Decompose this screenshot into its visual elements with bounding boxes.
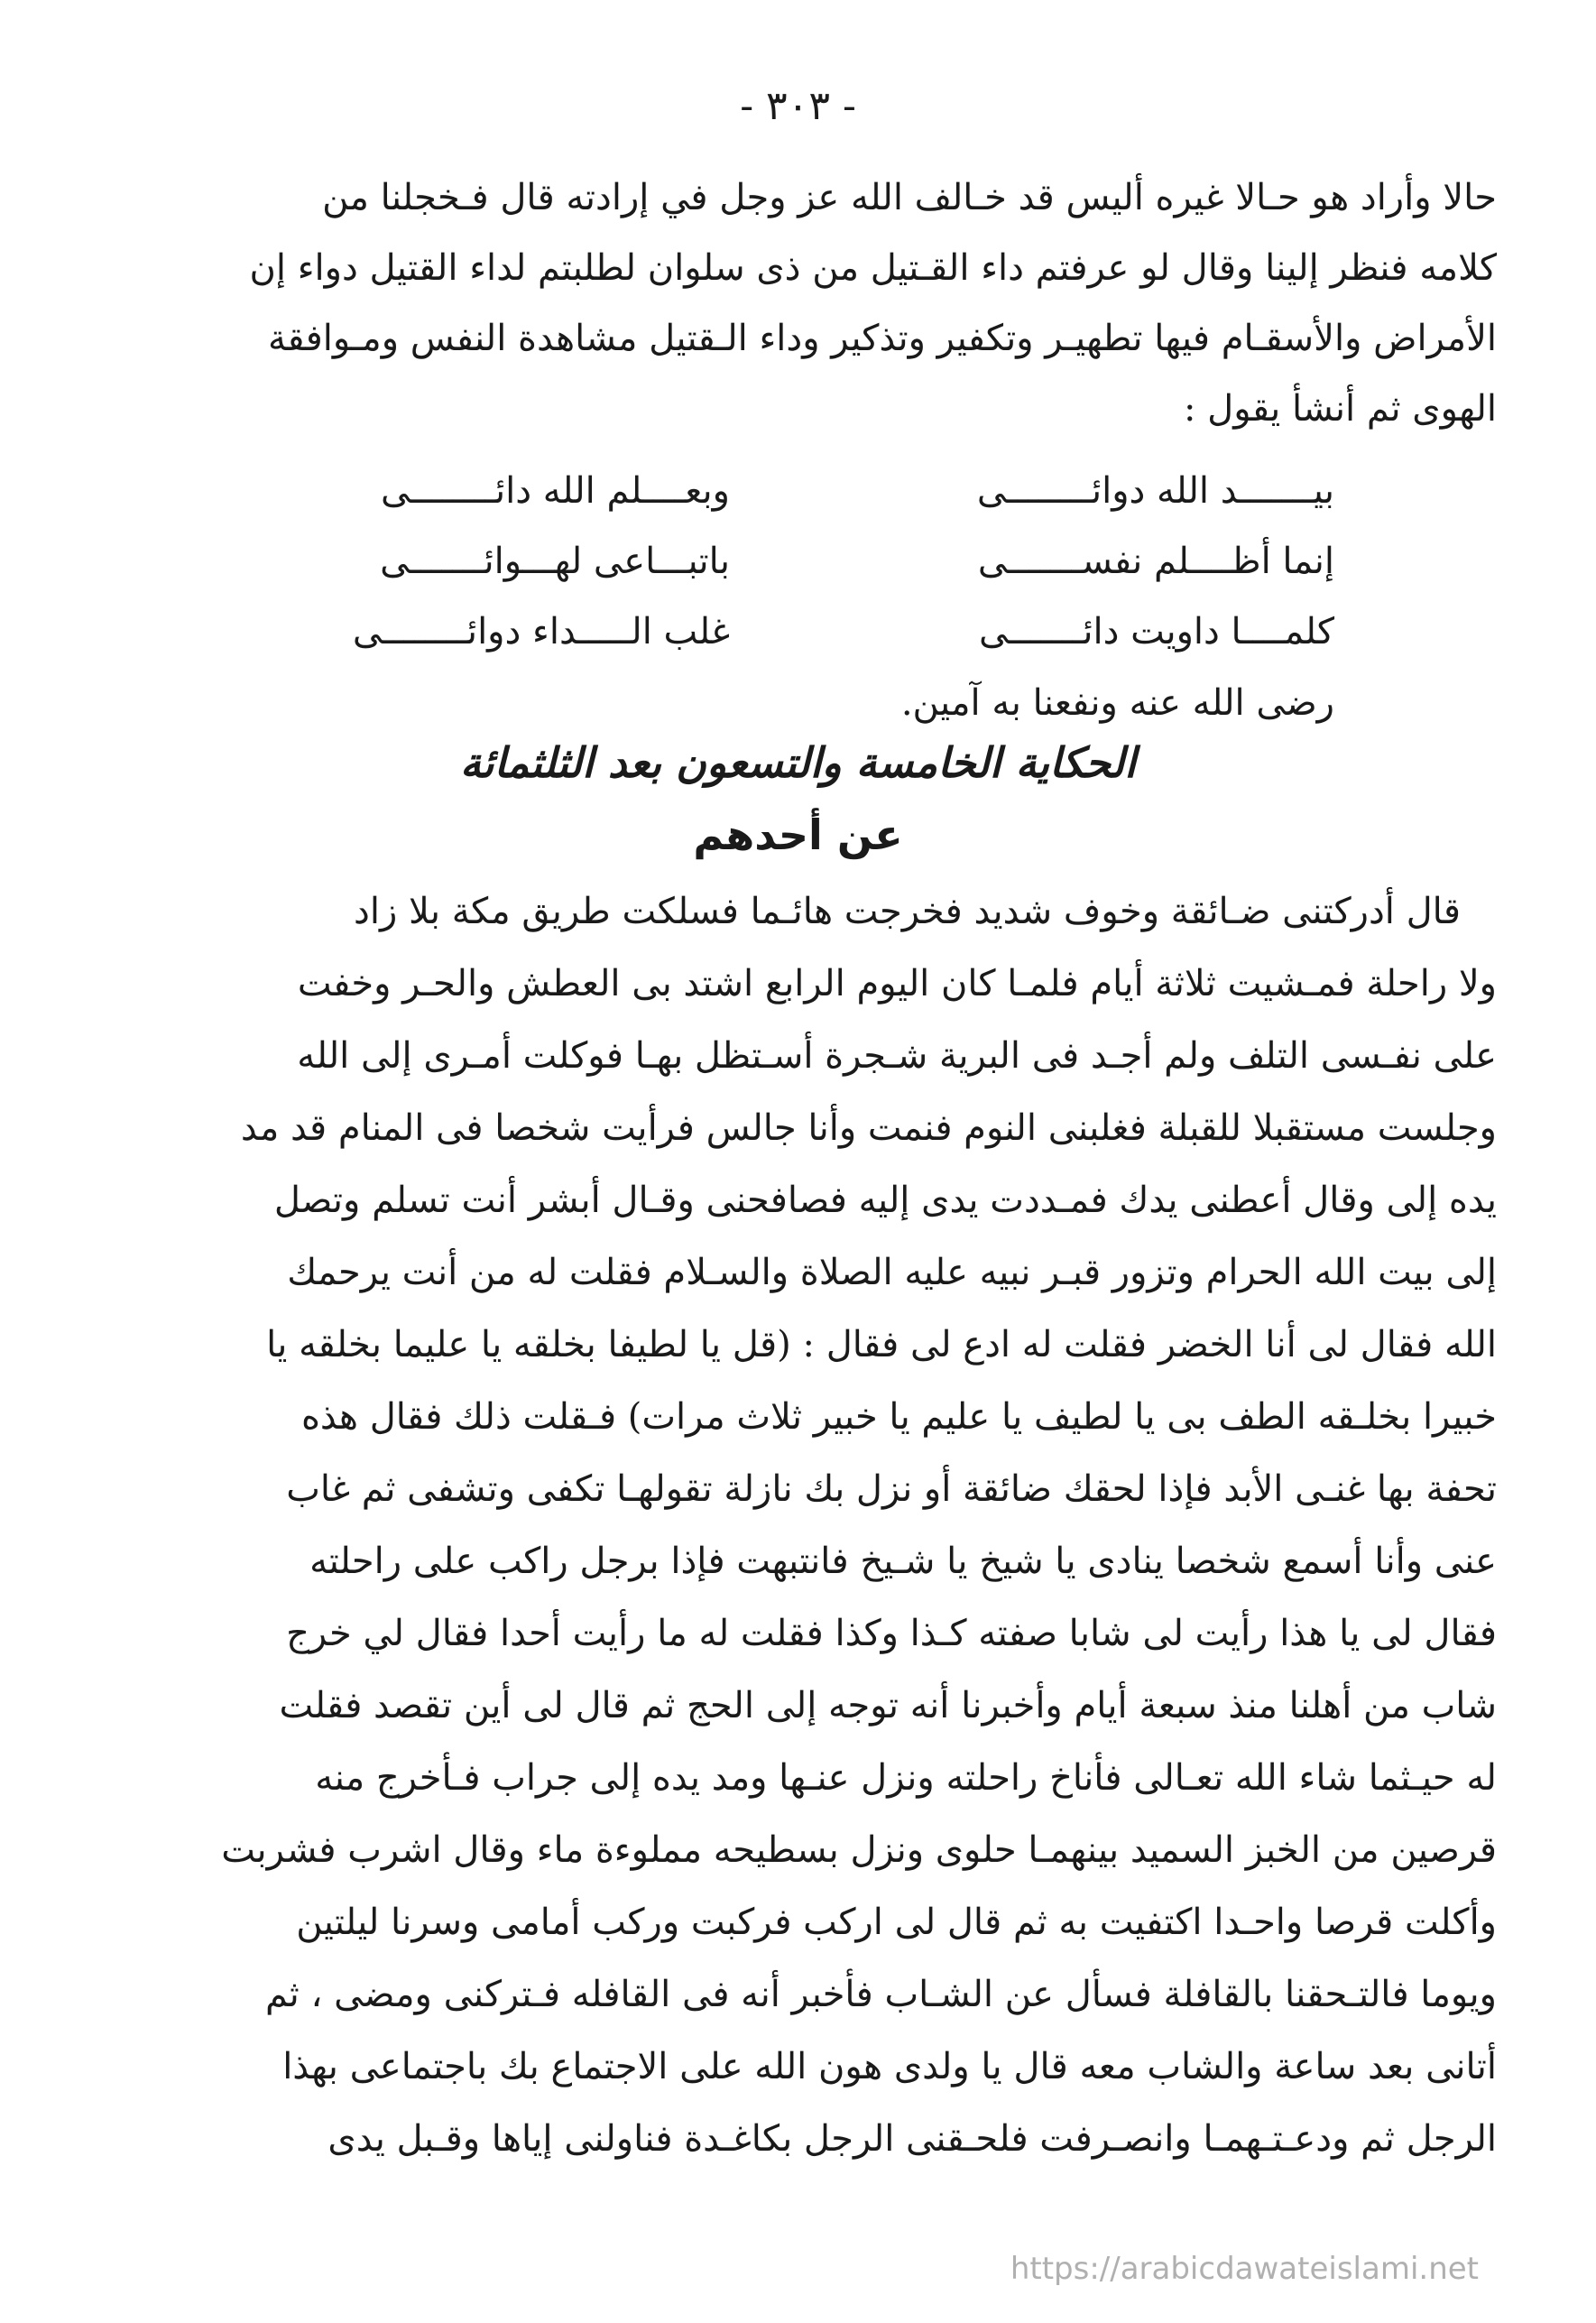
text-line: تحفة بها غنـى الأبد فإذا لحقك ضائقة أو نزل بك نازلة تقولهـا تكفى وتشفى ثم غاب — [286, 1468, 1497, 1510]
text-line: ولا راحلة فمـشيت ثلاثة أيام فلمـا كان اليوم الرابع اشتد بى العطش والحـر وخفت — [297, 963, 1497, 1004]
page-number: - ٣٠٣ - — [740, 83, 856, 129]
text-line: ويوما فالتـحقنا بالقافلة فسأل عن الشـاب فأخبر أنه فى القافله فـتركنى ومضى ، ثم — [265, 1974, 1497, 2015]
text-line: وأكلت قرصا واحـدا اكتفيت به ثم قال لى اركب فركبت وركب أمامى وسرنا ليلتين — [296, 1902, 1497, 1943]
text-line: له حيـثما شاء الله تعـالى فأناخ راحلته ونزل عنـها ومد يده إلى جراب فـأخرج منه — [315, 1757, 1497, 1799]
top-paragraph — [103, 162, 1497, 444]
poem-first-hemistich: إنما أظــــلم نفســـــــى — [977, 541, 1334, 582]
text-line: وجلست مستقبلا للقبلة فغلبنى النوم فنمت وأنا جالس فرأيت شخصا فى المنام قد مد — [240, 1107, 1497, 1149]
text-line: أتانى بعد ساعة والشاب معه قال يا ولدى هون الله على الاجتماع بك باجتماعى بهذا — [282, 2046, 1497, 2087]
text-line: فقال لى يا هذا رأيت لى شابا صفته كـذا وكذا فقلت له ما رأيت أحدا فقال لي خرج — [286, 1613, 1497, 1654]
text-line: الرجل ثم ودعـتـهمـا وانصـرفت فلحـقنى الرجل بكاغـدة فناولنى إياها وقـبل يدى — [328, 2118, 1497, 2160]
story-subheading: عن أحدهم — [693, 810, 903, 859]
text-line: خبيرا بخلـقه الطف بى يا لطيف يا عليم يا خبير ثلاث مرات) فـقلت ذلك فقال هذه — [300, 1396, 1497, 1438]
closing-line: رضى الله عنه ونفعنا به آمين. — [900, 682, 1334, 724]
poem-first-hemistich: بيـــــــد الله دوائــــــــى — [976, 470, 1334, 512]
poem-verse — [225, 597, 1334, 667]
text-line: شاب من أهلنا منذ سبعة أيام وأخبرنا أنه توجه إلى الحج ثم قال لى أين تقصد فقلت — [279, 1685, 1497, 1726]
poem-verse — [225, 526, 1334, 597]
text-line: قال أدركتنى ضـائقة وخوف شديد فخرجت هائـما فسلكت طريق مكة بلا زاد — [354, 891, 1461, 932]
text-line: الله فقال لى أنا الخضر فقلت له ادع لى فقال : (قل يا لطيفا بخلقه يا عليما بخلقه يا — [266, 1324, 1497, 1365]
poem-verse — [225, 456, 1334, 526]
text-line: قرصين من الخبز السميد بينهمـا حلوى ونزل بسطيحه مملوءة ماء وقال اشرب فشربت — [221, 1829, 1497, 1871]
poem-first-hemistich: كلمــــا داويت دائـــــــى — [979, 611, 1334, 652]
poem — [225, 456, 1334, 667]
poem-second-hemistich: غلب الـــــداء دوائــــــــى — [352, 611, 730, 652]
text-line: كلامه فنظر إلينا وقال لو عرفتم داء القـتيل من ذى سلوان لطلبتم لداء القتيل دواء إن — [249, 247, 1497, 289]
text-line: إلى بيت الله الحرام وتزور قبـر نبيه عليه الصلاة والسـلام فقلت له من أنت يرحمك — [287, 1252, 1497, 1293]
text-line: على نفـسى التلف ولم أجـد فى البرية شـجرة أسـتظل بهـا فوكلت أمـرى إلى الله — [297, 1035, 1497, 1077]
body-paragraph — [103, 875, 1497, 2175]
text-line: الهوى ثم أنشأ يقول : — [1183, 388, 1497, 430]
text-line: عنى وأنا أسمع شخصا ينادى يا شيخ يا شـيخ فانتبهت فإذا برجل راكب على راحلته — [309, 1541, 1497, 1582]
story-heading: الحكاية الخامسة والتسعون بعد الثلثمائة — [460, 738, 1136, 787]
text-line: حالا وأراد هو حـالا غيره أليس قد خـالف الله عز وجل في إرادته قال فـخجلنا من — [322, 177, 1497, 218]
text-line: يده إلى وقال أعطنى يدك فمـددت يدى إليه فصافحنى وقـال أبشر أنت تسلم وتصل — [273, 1180, 1497, 1221]
poem-second-hemistich: وبعــــلم الله دائــــــــى — [380, 470, 730, 512]
text-line: الأمراض والأسقـام فيها تطهيـر وتكفير وتذكير وداء الـقتيل مشاهدة النفس ومـوافقة — [267, 318, 1497, 359]
poem-second-hemistich: باتبـــاعى لهـــوائـــــــى — [380, 541, 730, 582]
watermark-url: https://arabicdawateislami.net — [1010, 2251, 1479, 2287]
